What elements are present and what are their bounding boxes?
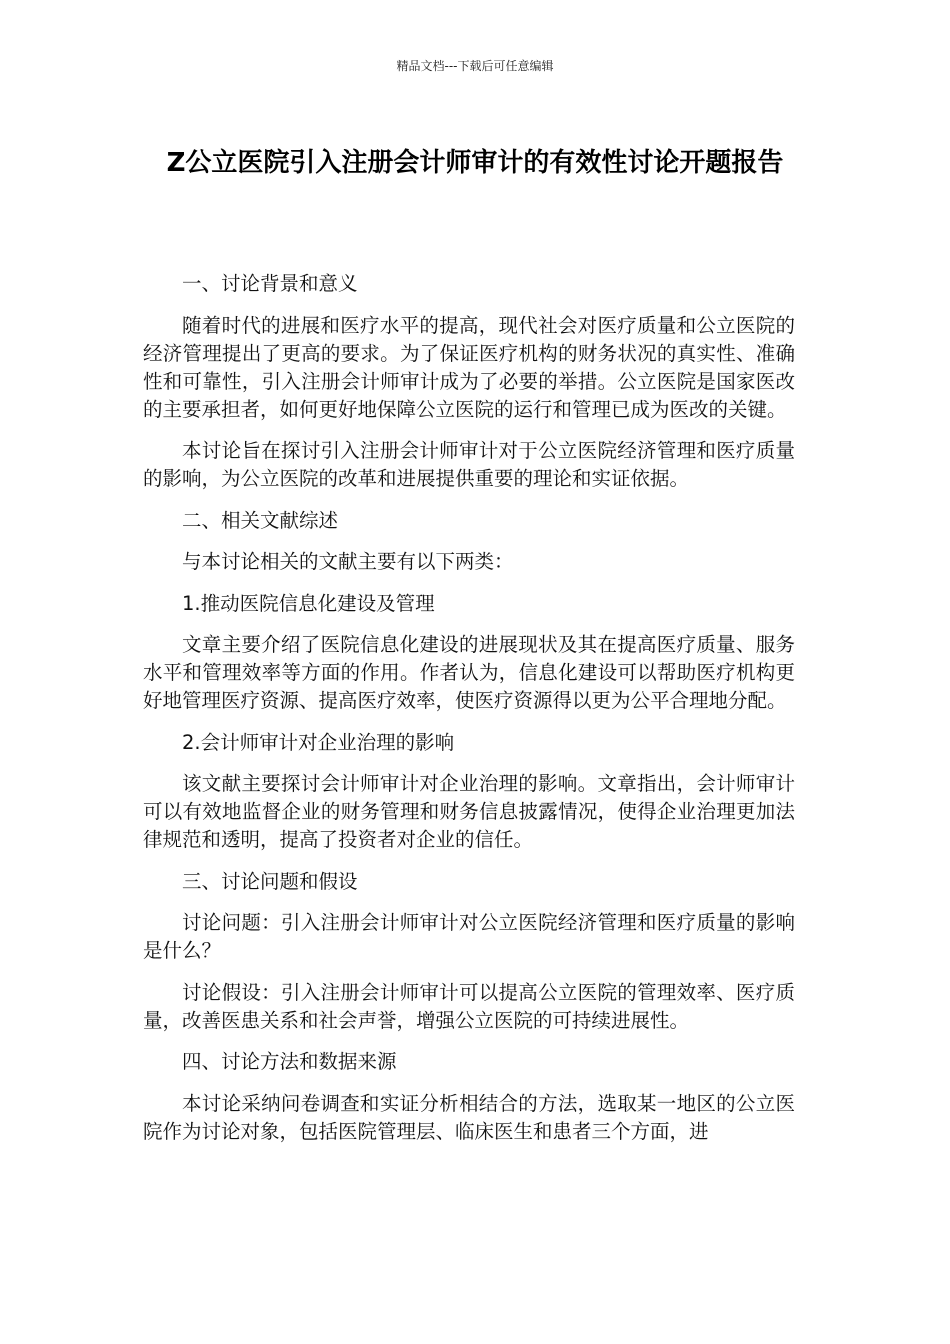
section-heading-background: 一、讨论背景和意义 bbox=[182, 272, 358, 295]
paragraph-purpose: 本讨论旨在探讨引入注册会计师审计对于公立医院经济管理和医疗质量的影响，为公立医院的改革和进展提供重要的理论和实证依据。 bbox=[143, 439, 795, 490]
subheading-literature-1: 1.推动医院信息化建设及管理 bbox=[182, 591, 435, 615]
document-title: Z公立医院引入注册会计师审计的有效性讨论开题报告 bbox=[166, 148, 784, 178]
paragraph-background: 随着时代的进展和医疗水平的提高，现代社会对医疗质量和公立医院的经济管理提出了更高的要求。为了保证医疗机构的财务状况的真实性、准确性和可靠性，引入注册会计师审计成为了必要的举措。公立医院是国家医改的主要承担者，如何更好地保障公立医院的运行和管理已成为医改的关键。 bbox=[143, 313, 795, 421]
paragraph-methods: 本讨论采纳问卷调查和实证分析相结合的方法，选取某一地区的公立医院作为讨论对象，包括医院管理层、临床医生和患者三个方面，进 bbox=[143, 1091, 795, 1143]
document-body bbox=[143, 270, 795, 1159]
paragraph-question: 讨论问题：引入注册会计师审计对公立医院经济管理和医疗质量的影响是什么？ bbox=[143, 911, 795, 962]
section-heading-methods: 四、讨论方法和数据来源 bbox=[182, 1050, 397, 1073]
paragraph-hypothesis: 讨论假设：引入注册会计师审计可以提高公立医院的管理效率、医疗质量，改善医患关系和社会声誉，增强公立医院的可持续进展性。 bbox=[143, 980, 795, 1032]
paragraph-literature-intro: 与本讨论相关的文献主要有以下两类： bbox=[182, 550, 514, 573]
paragraph-literature-2: 该文献主要探讨会计师审计对企业治理的影响。文章指出，会计师审计可以有效地监督企业的财务管理和财务信息披露情况，使得企业治理更加法律规范和透明，提高了投资者对企业的信任。 bbox=[143, 772, 795, 851]
section-heading-questions: 三、讨论问题和假设 bbox=[182, 869, 358, 893]
subheading-literature-2: 2.会计师审计对企业治理的影响 bbox=[182, 730, 455, 754]
document-header-note: 精品文档---下载后可任意编辑 bbox=[396, 59, 554, 73]
paragraph-literature-1: 文章主要介绍了医院信息化建设的进展现状及其在提高医疗质量、服务水平和管理效率等方面的作用。作者认为，信息化建设可以帮助医疗机构更好地管理医疗资源、提高医疗效率，使医疗资源得以更为公平合理地分配。 bbox=[143, 633, 795, 712]
section-heading-literature: 二、相关文献综述 bbox=[182, 508, 339, 532]
